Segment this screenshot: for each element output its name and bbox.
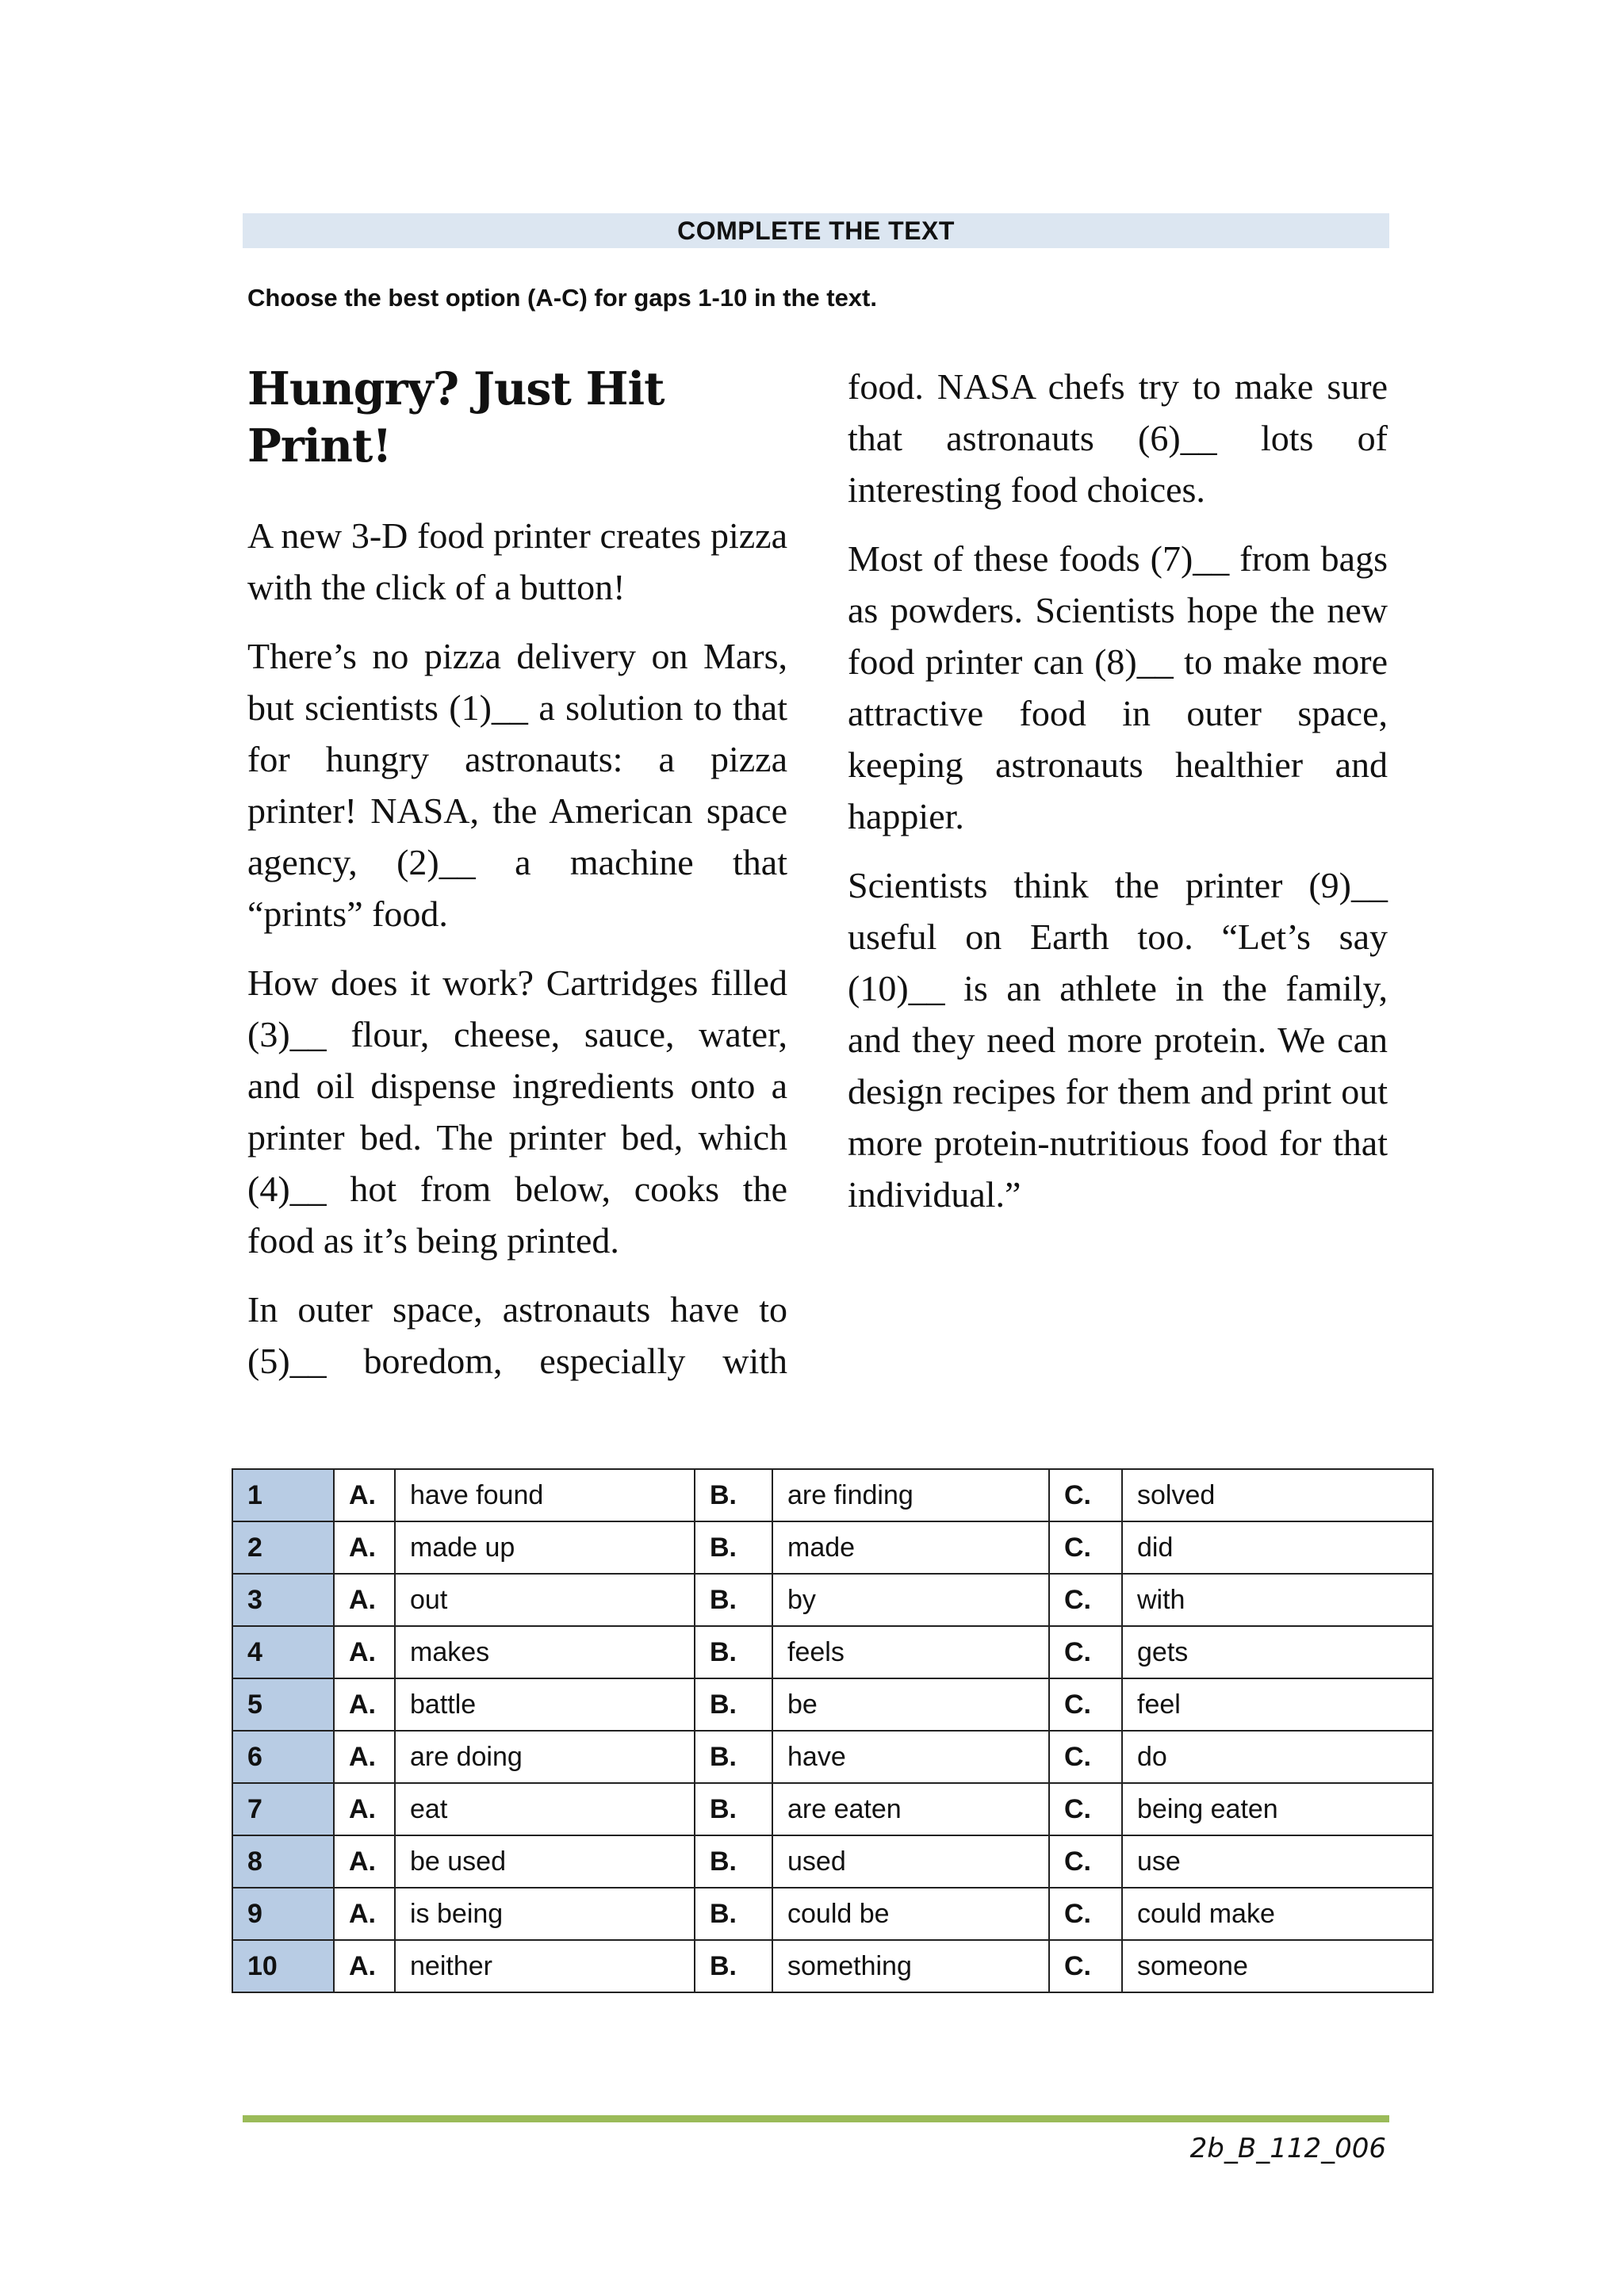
option-a: makes xyxy=(395,1626,695,1678)
option-c-label: C. xyxy=(1049,1678,1122,1731)
option-a: made up xyxy=(395,1521,695,1574)
option-a: neither xyxy=(395,1940,695,1992)
option-a-label: A. xyxy=(334,1888,395,1940)
option-c: gets xyxy=(1122,1626,1433,1678)
gap-number: 3 xyxy=(232,1574,334,1626)
option-a-label: A. xyxy=(334,1469,395,1521)
option-a-label: A. xyxy=(334,1574,395,1626)
article-paragraph: There’s no pizza delivery on Mars, but scientists (1)__ a solution to that for hungry astronauts: a pizza printer! NASA, the American space agency, (2)__ a machine that “prints” food. xyxy=(247,636,787,934)
section-header-bar xyxy=(243,213,1389,248)
article-paragraph: Scientists think the printer (9)__ useful on Earth too. “Let’s say (10)__ is an athlete in the family, and they need more protein. We can design recipes for them and print out more protein-nutritious food for that individual.” xyxy=(848,865,1388,1215)
option-c: do xyxy=(1122,1731,1433,1783)
options-table xyxy=(232,1468,1434,1993)
option-a: out xyxy=(395,1574,695,1626)
option-c: being eaten xyxy=(1122,1783,1433,1835)
option-a-label: A. xyxy=(334,1835,395,1888)
option-row xyxy=(232,1783,1433,1835)
option-b: are eaten xyxy=(772,1783,1049,1835)
option-a-label: A. xyxy=(334,1783,395,1835)
option-a: is being xyxy=(395,1888,695,1940)
option-row xyxy=(232,1678,1433,1731)
option-a-label: A. xyxy=(334,1678,395,1731)
option-a: are doing xyxy=(395,1731,695,1783)
option-a: battle xyxy=(395,1678,695,1731)
option-c-label: C. xyxy=(1049,1835,1122,1888)
option-row xyxy=(232,1626,1433,1678)
gap-number: 1 xyxy=(232,1469,334,1521)
option-row xyxy=(232,1940,1433,1992)
option-row xyxy=(232,1731,1433,1783)
option-b: are finding xyxy=(772,1469,1049,1521)
gap-number: 7 xyxy=(232,1783,334,1835)
option-c: with xyxy=(1122,1574,1433,1626)
option-c-label: C. xyxy=(1049,1626,1122,1678)
footer-rule xyxy=(243,2115,1389,2122)
section-title: COMPLETE THE TEXT xyxy=(677,216,955,245)
option-b-label: B. xyxy=(695,1731,772,1783)
option-c: did xyxy=(1122,1521,1433,1574)
option-b-label: B. xyxy=(695,1574,772,1626)
gap-number: 6 xyxy=(232,1731,334,1783)
option-b: have xyxy=(772,1731,1049,1783)
option-c-label: C. xyxy=(1049,1521,1122,1574)
article-title: Hungry? Just Hit Print! xyxy=(247,362,665,473)
option-row xyxy=(232,1469,1433,1521)
option-c: someone xyxy=(1122,1940,1433,1992)
option-a-label: A. xyxy=(334,1731,395,1783)
gap-number: 2 xyxy=(232,1521,334,1574)
option-c: feel xyxy=(1122,1678,1433,1731)
option-c-label: C. xyxy=(1049,1888,1122,1940)
option-b: be xyxy=(772,1678,1049,1731)
page-code: 2b_B_112_006 xyxy=(1189,2133,1386,2164)
option-row xyxy=(232,1888,1433,1940)
option-c-label: C. xyxy=(1049,1574,1122,1626)
option-c-label: C. xyxy=(1049,1783,1122,1835)
option-row xyxy=(232,1521,1433,1574)
option-a-label: A. xyxy=(334,1626,395,1678)
option-b-label: B. xyxy=(695,1783,772,1835)
option-b: by xyxy=(772,1574,1049,1626)
option-b-label: B. xyxy=(695,1626,772,1678)
option-b: made xyxy=(772,1521,1049,1574)
option-c-label: C. xyxy=(1049,1469,1122,1521)
option-a: have found xyxy=(395,1469,695,1521)
option-a: eat xyxy=(395,1783,695,1835)
gap-number: 4 xyxy=(232,1626,334,1678)
option-b: something xyxy=(772,1940,1049,1992)
option-a: be used xyxy=(395,1835,695,1888)
option-b-label: B. xyxy=(695,1940,772,1992)
option-b: could be xyxy=(772,1888,1049,1940)
article-paragraph: How does it work? Cartridges filled (3)__ flour, cheese, sauce, water, and oil dispense ingredients onto a printer bed. The printer bed, which (4)__ hot from below, cooks the food as it’s being printed. xyxy=(247,962,787,1261)
task-instruction: Choose the best option (A-C) for gaps 1-10 in the text. xyxy=(247,284,877,312)
article-paragraph: In outer space, astronauts have to (5)__ boredom, especially with food. NASA chefs try to make sure that astronauts (6)__ lots of interesting food choices. xyxy=(247,366,1388,1381)
option-b: used xyxy=(772,1835,1049,1888)
option-c-label: C. xyxy=(1049,1731,1122,1783)
option-c: use xyxy=(1122,1835,1433,1888)
option-b: feels xyxy=(772,1626,1049,1678)
gap-number: 8 xyxy=(232,1835,334,1888)
option-b-label: B. xyxy=(695,1521,772,1574)
option-row xyxy=(232,1835,1433,1888)
gap-number: 9 xyxy=(232,1888,334,1940)
option-b-label: B. xyxy=(695,1469,772,1521)
option-b-label: B. xyxy=(695,1678,772,1731)
option-c-label: C. xyxy=(1049,1940,1122,1992)
option-c: could make xyxy=(1122,1888,1433,1940)
option-b-label: B. xyxy=(695,1835,772,1888)
article-text xyxy=(247,361,1388,1407)
gap-number: 5 xyxy=(232,1678,334,1731)
article-paragraph: Most of these foods (7)__ from bags as powders. Scientists hope the new food printer can (8)__ to make more attractive food in outer space, keeping astronauts healthier and happier. xyxy=(848,538,1388,836)
option-a-label: A. xyxy=(334,1940,395,1992)
option-a-label: A. xyxy=(334,1521,395,1574)
option-row xyxy=(232,1574,1433,1626)
option-c: solved xyxy=(1122,1469,1433,1521)
gap-number: 10 xyxy=(232,1940,334,1992)
option-b-label: B. xyxy=(695,1888,772,1940)
article-paragraph: A new 3-D food printer creates pizza with the click of a button! xyxy=(247,515,787,607)
